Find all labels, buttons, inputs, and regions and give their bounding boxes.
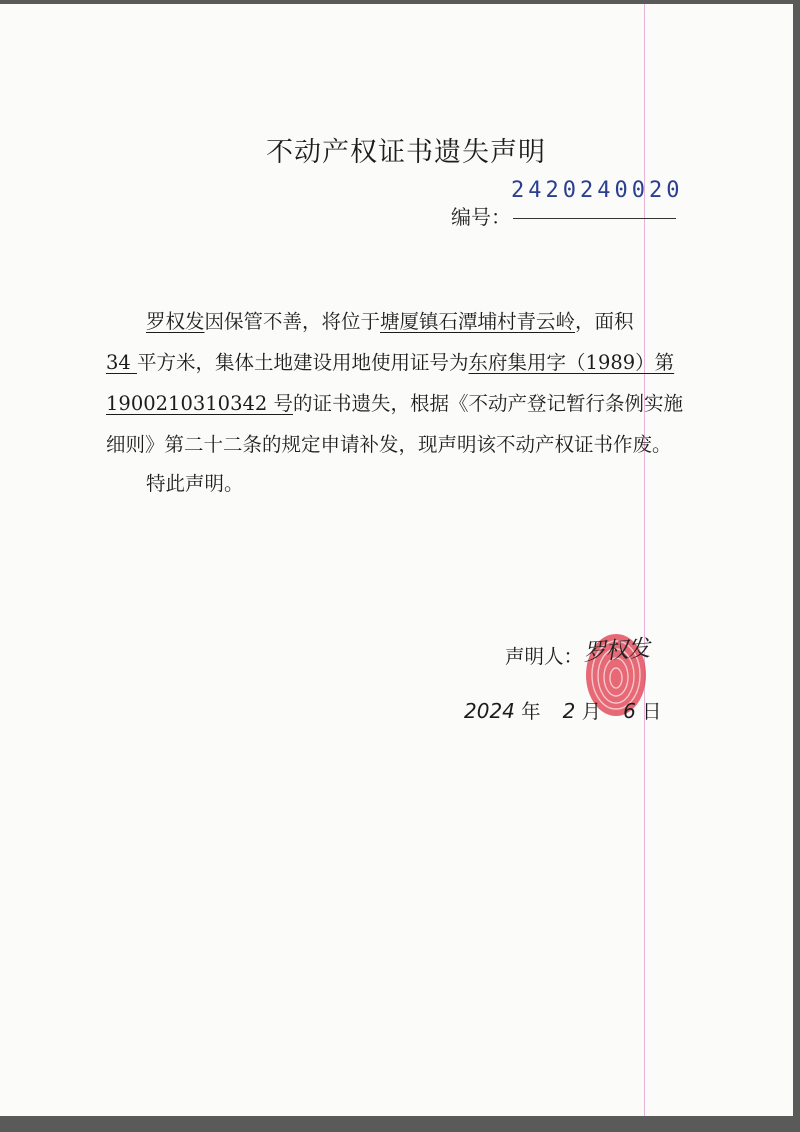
document-page: [0, 4, 793, 1116]
date-month: 2: [562, 699, 576, 723]
closing-text: 特此声明。: [146, 472, 244, 495]
date-year: 2024: [464, 699, 515, 723]
body-text: 因保管不善，将位于: [204, 310, 381, 333]
date-month-label: 月: [581, 700, 602, 723]
property-location: 塘厦镇石潭埔村青云岭: [380, 310, 576, 333]
body-line-1: [106, 301, 716, 342]
body-text: 平方米，集体土地建设用地使用证号为: [137, 351, 469, 374]
document-title: 不动产权证书遗失声明: [266, 137, 546, 168]
date-year-label: 年: [521, 700, 541, 723]
body-line-3: [106, 383, 716, 424]
number-underline: [513, 218, 676, 219]
body-text: 的证书遗失，根据《不动产登记暂行条例实施: [292, 392, 683, 415]
date-day-label: 日: [642, 700, 662, 723]
body-line-4: 细则》第二十二条的规定申请补发，现声明该不动产权证书作废。: [106, 433, 672, 456]
certificate-number: 1900210310342 号: [106, 392, 293, 415]
number-label: 编号：: [451, 205, 511, 229]
body-text: ，面积: [575, 310, 634, 333]
number-value: 2420240020: [511, 178, 684, 203]
statement-body: [106, 301, 716, 465]
declarant-label: 声明人：: [505, 645, 584, 668]
declaration-date: [464, 696, 662, 724]
body-line-2: [106, 342, 716, 383]
certificate-prefix: 东府集用字（1989）第: [468, 351, 675, 374]
signature: 罗权发: [582, 635, 651, 667]
fold-line: [644, 4, 645, 1116]
date-day: 6: [623, 699, 636, 723]
owner-name: 罗权发: [146, 310, 205, 333]
area-value: 34: [106, 351, 138, 374]
